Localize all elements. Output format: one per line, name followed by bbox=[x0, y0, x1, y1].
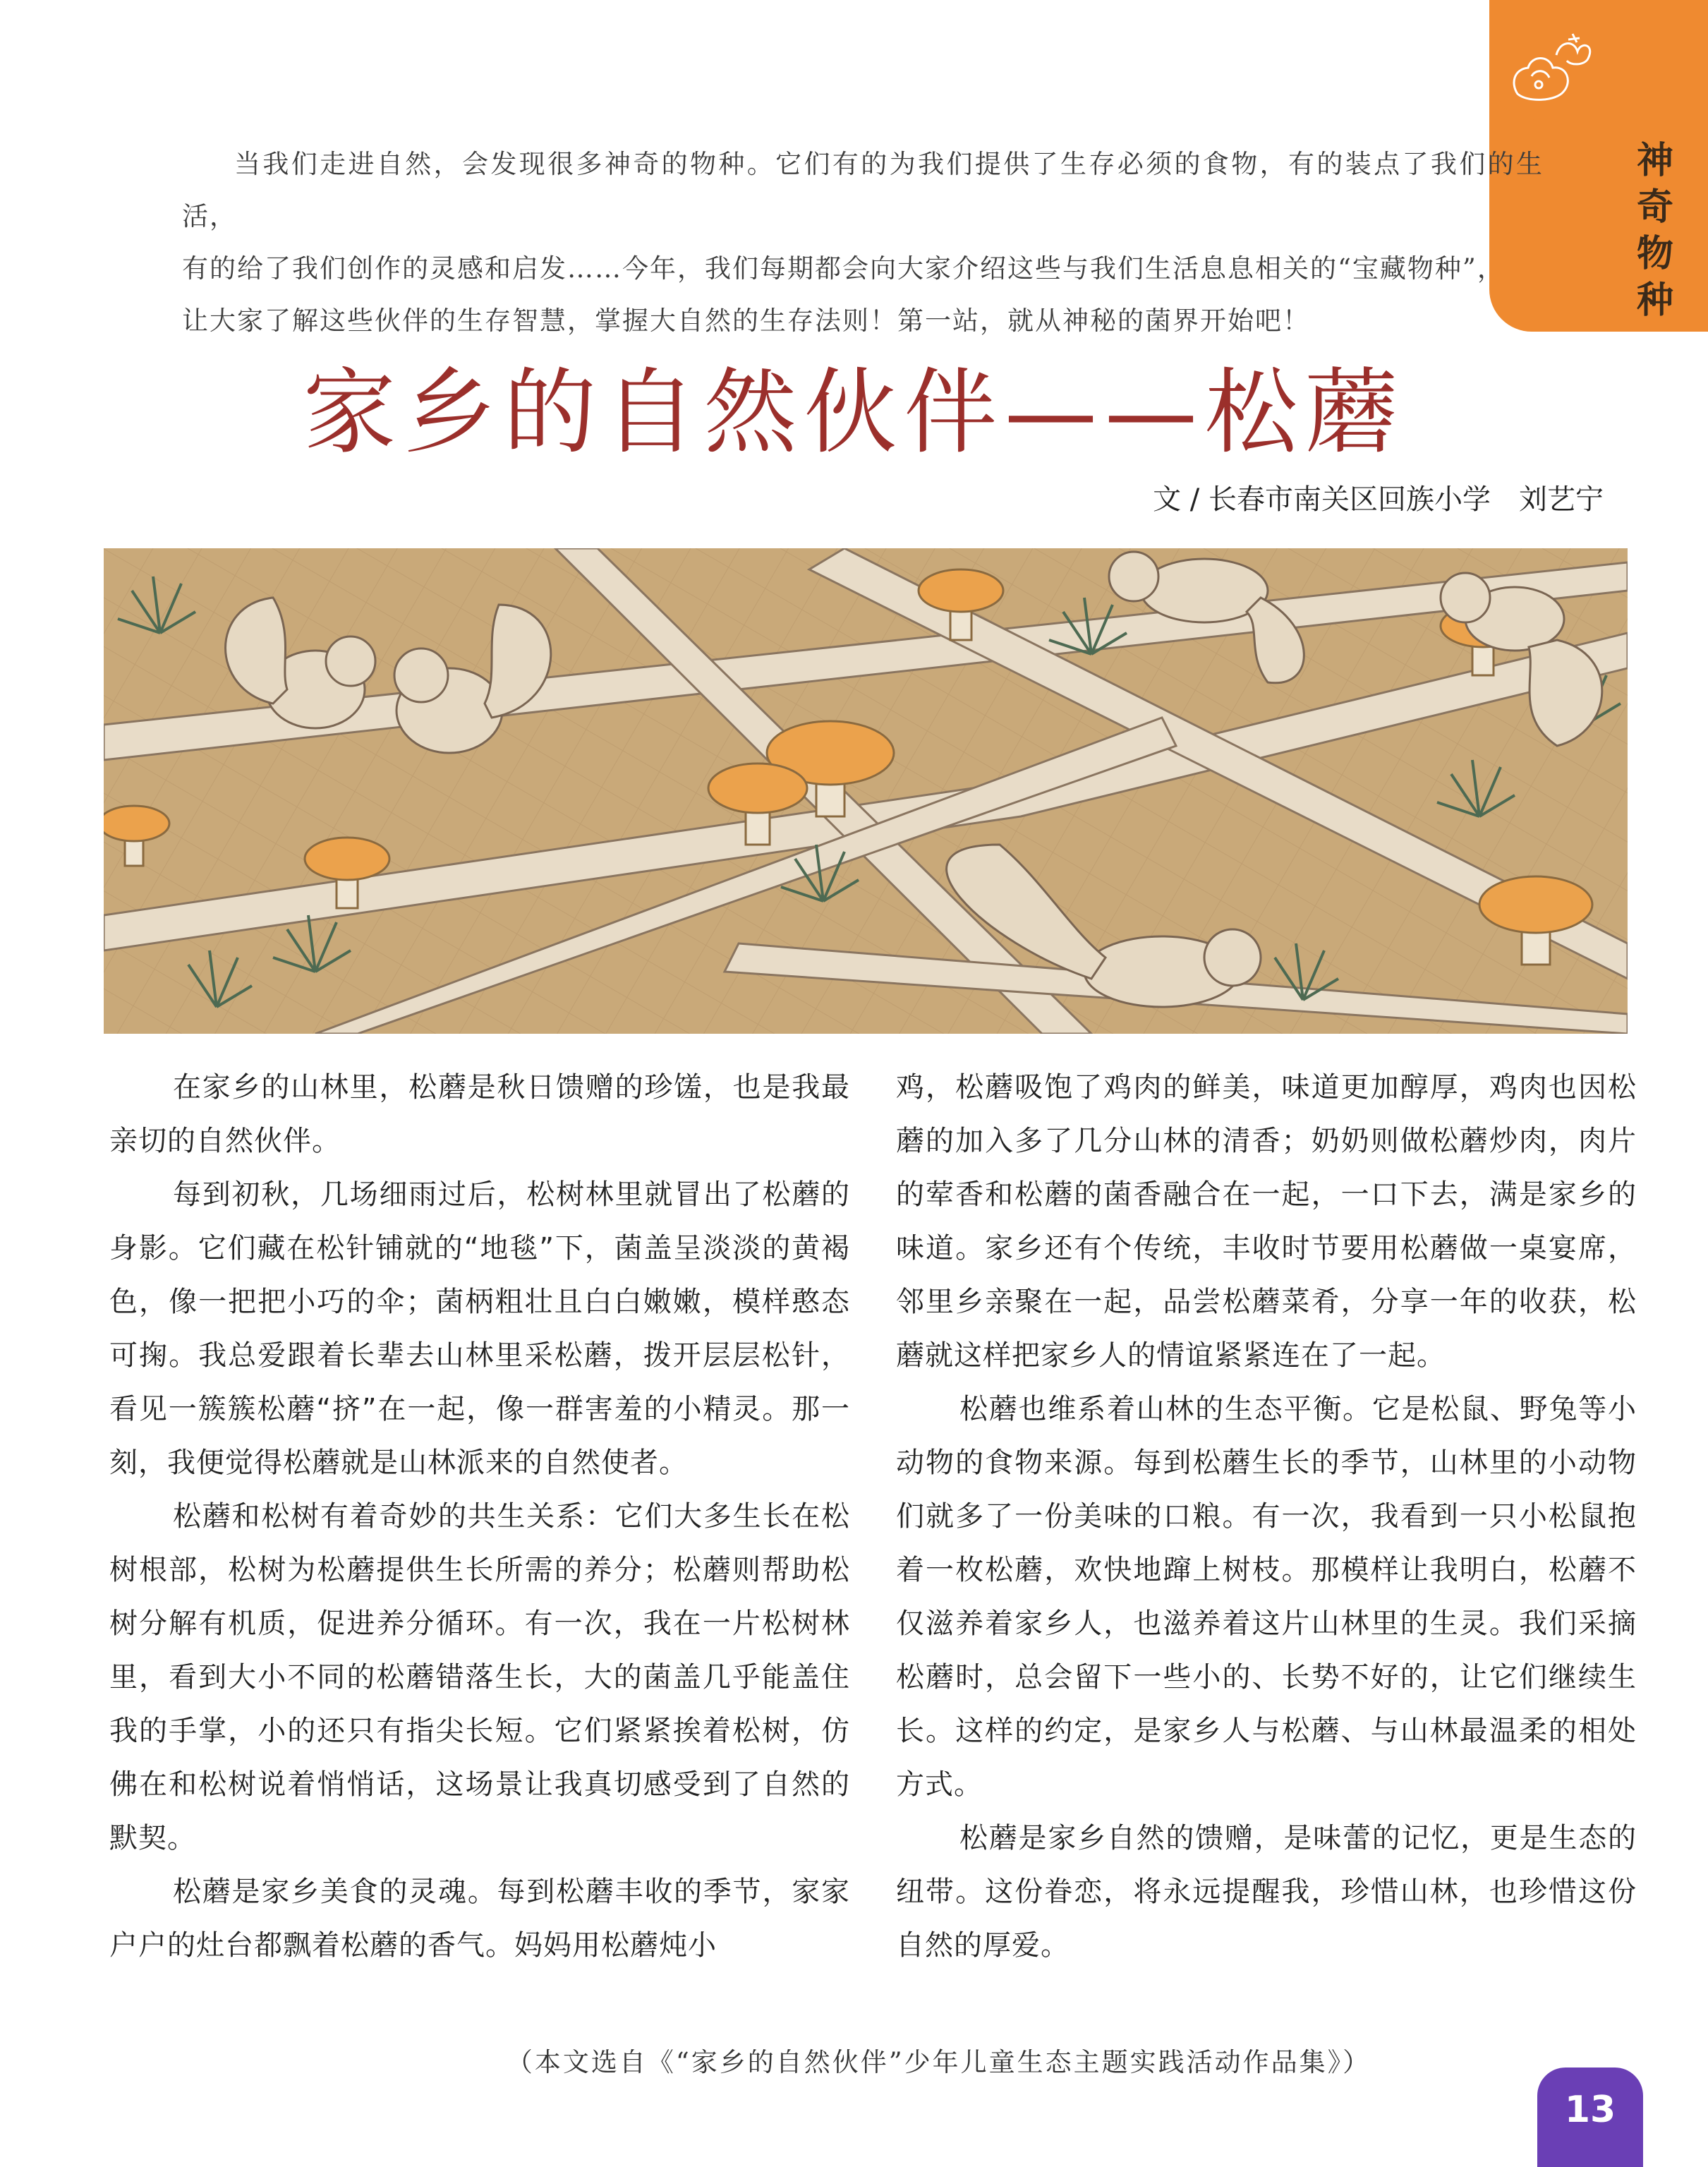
source-note: （本文选自《“家乡的自然伙伴”少年儿童生态主题实践活动作品集》） bbox=[506, 2047, 1371, 2077]
body-paragraph: 在家乡的山林里，松蘑是秋日馈赠的珍馐，也是我最亲切的自然伙伴。 bbox=[109, 1071, 850, 1157]
intro-text bbox=[182, 138, 1544, 347]
body-paragraph: 鸡，松蘑吸饱了鸡肉的鲜美，味道更加醇厚，鸡肉也因松蘑的加入多了几分山林的清香；奶奶则做松蘑炒肉，肉片的荤香和松蘑的菌香融合在一起，一口下去，满是家乡的味道。家乡还有个传统，丰收时节要用松蘑做一桌宴席，邻里乡亲聚在一起，品尝松蘑菜肴，分享一年的收获，松蘑就这样把家乡人的情谊紧紧连在了一起。 bbox=[896, 1071, 1637, 1372]
illustration bbox=[104, 548, 1628, 1034]
flower-icon bbox=[1489, 27, 1602, 111]
intro-line: 让大家了解这些伙伴的生存智慧，掌握大自然的生存法则！第一站，就从神秘的菌界开始吧！ bbox=[182, 306, 1310, 336]
body-paragraph: 松蘑是家乡自然的馈赠，是味蕾的记忆，更是生态的纽带。这份眷恋，将永远提醒我，珍惜山林，也珍惜这份自然的厚爱。 bbox=[896, 1822, 1637, 1962]
article-title: 家乡的自然伙伴——松蘑 bbox=[303, 358, 1405, 467]
body-column-left bbox=[109, 1061, 850, 1972]
squirrel-mushroom-illustration bbox=[104, 548, 1628, 1034]
body-paragraph: 每到初秋，几场细雨过后，松树林里就冒出了松蘑的身影。它们藏在松针铺就的“地毯”下，菌盖呈淡淡的黄褐色，像一把把小巧的伞；菌柄粗壮且白白嫩嫩，模样憨态可掬。我总爱跟着长辈去山林里采松蘑，拨开层层松针，看见一簇簇松蘑“挤”在一起，像一群害羞的小精灵。那一刻，我便觉得松蘑就是山林派来的自然使者。 bbox=[109, 1178, 850, 1479]
body-paragraph: 松蘑也维系着山林的生态平衡。它是松鼠、野兔等小动物的食物来源。每到松蘑生长的季节，山林里的小动物们就多了一份美味的口粮。有一次，我看到一只小松鼠抱着一枚松蘑，欢快地蹿上树枝。那模样让我明白，松蘑不仅滋养着家乡人，也滋养着这片山林里的生灵。我们采摘松蘑时，总会留下一些小的、长势不好的，让它们继续生长。这样的约定，是家乡人与松蘑、与山林最温柔的相处方式。 bbox=[896, 1393, 1637, 1801]
page-number: 13 bbox=[1537, 2068, 1643, 2167]
body-column-right bbox=[896, 1061, 1637, 1972]
intro-line: 当我们走进自然，会发现很多神奇的物种。它们有的为我们提供了生存必须的食物，有的装点了我们的生活， bbox=[182, 149, 1544, 231]
section-tab-label: 神奇物种 bbox=[1636, 140, 1673, 322]
body-paragraph: 松蘑是家乡美食的灵魂。每到松蘑丰收的季节，家家户户的灶台都飘着松蘑的香气。妈妈用松蘑炖小 bbox=[109, 1876, 850, 1962]
intro-line: 有的给了我们创作的灵感和启发……今年，我们每期都会向大家介绍这些与我们生活息息相关的“宝藏物种”， bbox=[182, 253, 1505, 284]
byline: 文 / 长春市南关区回族小学 刘艺宁 bbox=[1153, 483, 1604, 516]
body-paragraph: 松蘑和松树有着奇妙的共生关系：它们大多生长在松树根部，松树为松蘑提供生长所需的养分；松蘑则帮助松树分解有机质，促进养分循环。有一次，我在一片松树林里，看到大小不同的松蘑错落生长，大的菌盖几乎能盖住我的手掌，小的还只有指尖长短。它们紧紧挨着松树，仿佛在和松树说着悄悄话，这场景让我真切感受到了自然的默契。 bbox=[109, 1500, 850, 1854]
